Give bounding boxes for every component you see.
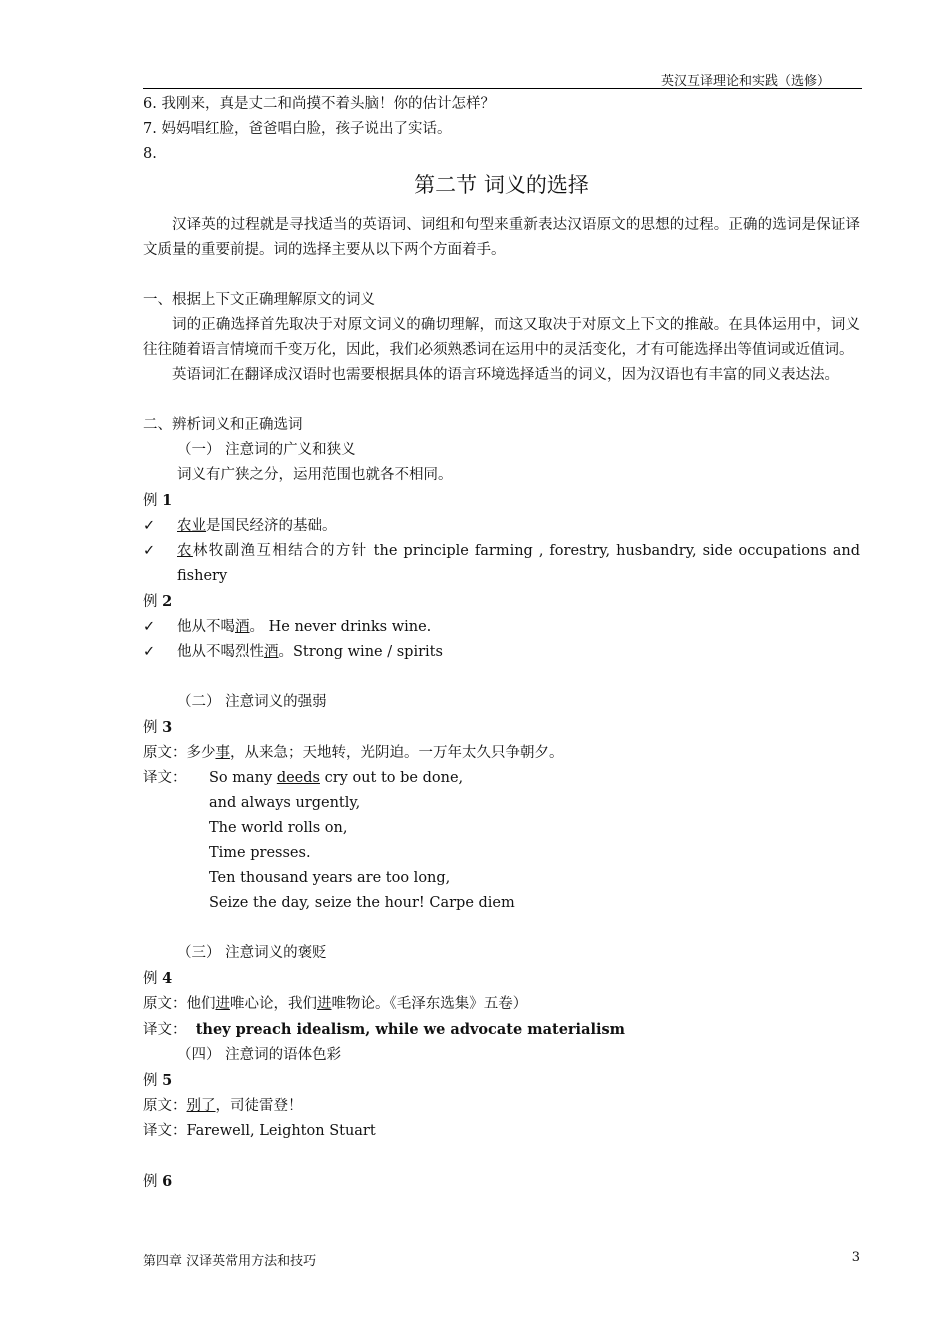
subsection-1-text: 词义有广狭之分，运用范围也就各不相同。 xyxy=(177,467,453,483)
page-number: 3 xyxy=(851,1250,860,1265)
section-title: 第二节 词义的选择 xyxy=(414,173,589,197)
subsection-3-heading: （三） 注意词义的褒贬 xyxy=(177,945,327,961)
example-1-label: 例 1 xyxy=(143,492,173,509)
checkmark-icon: ✓ xyxy=(143,619,156,635)
poem-line: Seize the day, seize the hour! Carpe diem xyxy=(209,895,515,911)
checkmark-icon: ✓ xyxy=(143,644,156,660)
header-rule xyxy=(143,88,862,89)
example-3-translation: 译文： So many deeds cry out to be done, xyxy=(143,770,464,786)
example-2-item-b: ✓ 他从不喝烈性酒。Strong wine / spirits xyxy=(143,640,860,665)
part1-paragraph-2: 英语词汇在翻译成汉语时也需要根据具体的语言环境选择适当的词义，因为汉语也有丰富的同义表达法。 xyxy=(172,367,839,383)
subsection-4-heading: （四） 注意词的语体色彩 xyxy=(177,1047,342,1063)
example-1-item-b: ✓ 农林牧副渔互相结合的方针 the principle farming , forestry, husbandry, side occupations and fishery xyxy=(143,539,860,589)
example-6-label: 例 6 xyxy=(143,1173,173,1190)
example-5-original: 原文：别了，司徒雷登！ xyxy=(143,1098,303,1114)
running-header: 英汉互译理论和实践（选修） xyxy=(660,74,830,89)
subsection-2-heading: （二） 注意词义的强弱 xyxy=(177,694,327,710)
list-item-6: 6. 我刚来，真是丈二和尚摸不着头脑！你的估计怎样？ xyxy=(143,96,495,112)
example-3-original: 原文：多少事，从来急；天地转，光阴迫。一万年太久只争朝夕。 xyxy=(143,745,564,761)
example-2-label: 例 2 xyxy=(143,593,173,610)
subsection-1-heading: （一） 注意词的广义和狭义 xyxy=(177,442,356,458)
part1-paragraph-1: 词的正确选择首先取决于对原文词义的确切理解，而这又取决于对原文上下文的推敲。在具体运用中，词义往往随着语言情境而千变万化，因此，我们必须熟悉词在运用中的灵活变化，才有可能选择出等值词或近值词。 xyxy=(143,317,860,358)
example-4-label: 例 4 xyxy=(143,970,173,987)
example-2-item-a: ✓ 他从不喝酒。 He never drinks wine. xyxy=(143,615,860,640)
part2-heading: 二、辨析词义和正确选词 xyxy=(143,417,303,433)
checkmark-icon: ✓ xyxy=(143,518,156,534)
list-item-8: 8. xyxy=(143,146,157,162)
poem-line: Time presses. xyxy=(209,845,311,861)
part1-heading: 一、根据上下文正确理解原文的词义 xyxy=(143,292,375,308)
example-5-label: 例 5 xyxy=(143,1072,173,1089)
poem-line: Ten thousand years are too long, xyxy=(209,870,451,886)
example-1-item-a: ✓ 农业是国民经济的基础。 xyxy=(143,514,860,539)
page-body xyxy=(143,92,860,1195)
example-3-label: 例 3 xyxy=(143,719,173,736)
poem-line: and always urgently, xyxy=(209,795,361,811)
intro-paragraph: 汉译英的过程就是寻找适当的英语词、词组和句型来重新表达汉语原文的思想的过程。正确的选词是保证译文质量的重要前提。词的选择主要从以下两个方面着手。 xyxy=(143,217,860,258)
poem-line: The world rolls on, xyxy=(209,820,348,836)
example-5-translation: 译文：Farewell, Leighton Stuart xyxy=(143,1123,376,1139)
list-item-7: 7. 妈妈唱红脸，爸爸唱白脸，孩子说出了实话。 xyxy=(143,121,452,137)
checkmark-icon: ✓ xyxy=(143,543,156,559)
example-4-original: 原文：他们进唯心论，我们进唯物论。《毛泽东选集》五卷） xyxy=(143,996,528,1012)
footer-chapter: 第四章 汉译英常用方法和技巧 xyxy=(143,1254,317,1269)
example-4-translation: 译文： they preach idealism, while we advocate materialism xyxy=(143,1021,625,1038)
